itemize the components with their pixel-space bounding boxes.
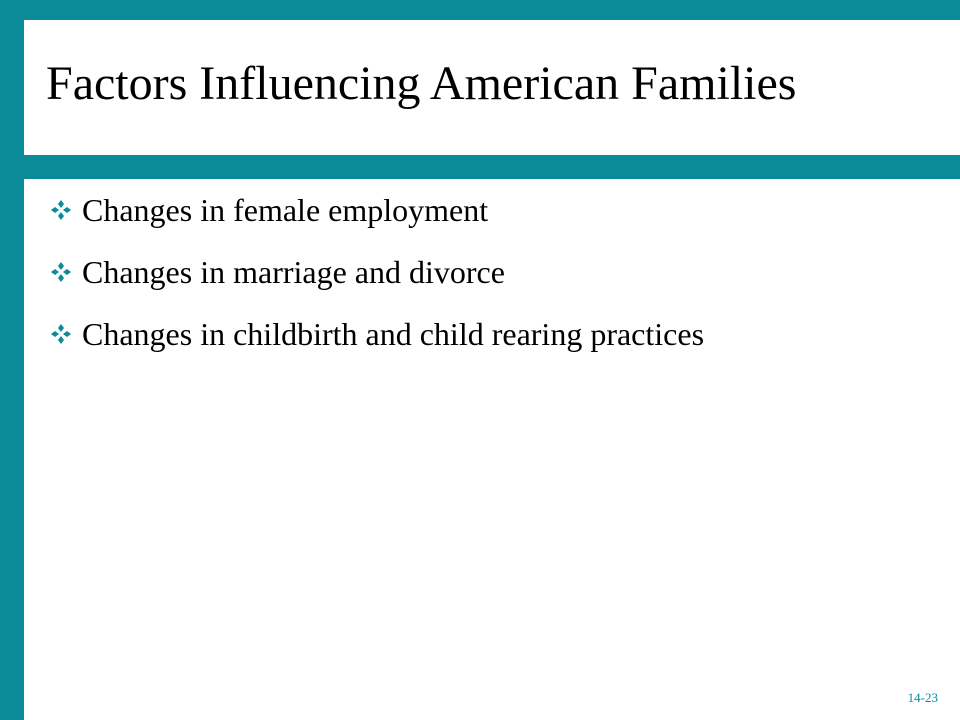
bullet-item xyxy=(50,315,705,352)
bullet-text: Changes in female employment xyxy=(82,191,489,228)
diamond-bullet-icon xyxy=(50,261,72,283)
diamond-bullet-icon xyxy=(50,323,72,345)
left-accent-bar xyxy=(0,0,24,720)
slide-title: Factors Influencing American Families xyxy=(46,57,797,110)
slide-number: 14-23 xyxy=(907,690,938,705)
title-divider-bar xyxy=(0,155,960,179)
bullet-text: Changes in marriage and divorce xyxy=(82,253,505,290)
top-accent-bar xyxy=(0,0,960,20)
bullet-text: Changes in childbirth and child rearing practices xyxy=(82,315,705,352)
diamond-bullet-icon xyxy=(50,199,72,221)
bullet-list xyxy=(50,191,705,380)
bullet-item xyxy=(50,191,704,228)
bullet-item xyxy=(50,253,704,290)
